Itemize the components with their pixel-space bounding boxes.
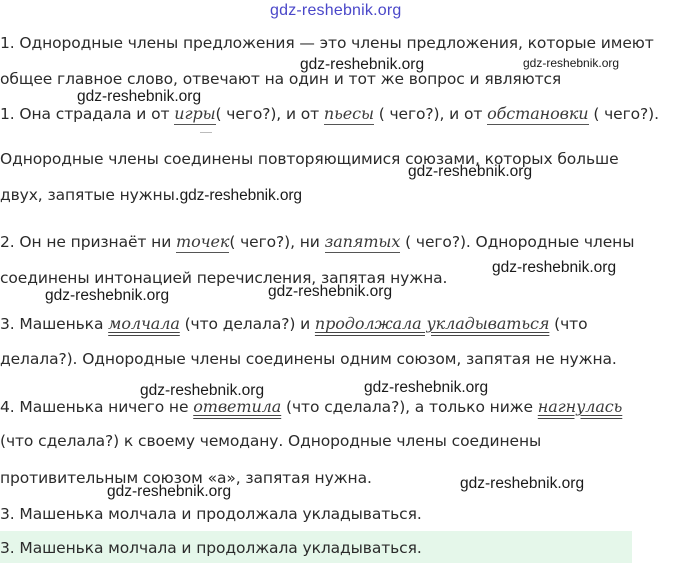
text-segment: двух, запятые нужны. [0, 186, 180, 204]
answer-line: 3. Машенька молчала и продолжала укладываться. [0, 539, 422, 557]
watermark-10: gdz-reshebnik.org [364, 379, 489, 396]
watermark-9: gdz-reshebnik.org [140, 382, 265, 399]
text-segment: ( чего?), и от [373, 105, 488, 123]
text-line-2: общее главное слово, отвечают на один и тот же вопрос и являются [0, 70, 562, 88]
watermark-1: gdz-reshebnik.org [300, 56, 425, 73]
text-segment: (что сделала?), а только ниже [281, 398, 538, 416]
watermark-4: gdz-reshebnik.org [408, 163, 533, 180]
watermark-8: gdz-reshebnik.org [45, 287, 170, 304]
handwritten-word: нагнулась [537, 397, 623, 416]
handwritten-word: точек [176, 232, 230, 251]
text-line-9: делала?). Однородные члены соединены одним союзом, запятая не нужна. [0, 350, 617, 368]
text-line-5 [0, 186, 302, 205]
text-segment: 1. Она страдала и от [0, 105, 175, 123]
header-watermark: gdz-reshebnik.org [270, 2, 402, 19]
watermark-2: gdz-reshebnik.org [523, 56, 620, 70]
text-segment: (что делала?) и [179, 315, 315, 333]
text-line-4: Однородные члены соединены повторяющимися союзами, которых больше [0, 150, 619, 168]
text-segment: ( чего?). Однородные члены [400, 233, 635, 251]
watermark-6: gdz-reshebnik.org [492, 259, 617, 276]
text-line-13: 3. Машенька молчала и продолжала укладываться. [0, 505, 422, 523]
text-line-6 [0, 232, 634, 251]
handwritten-word: запятых [324, 232, 401, 251]
watermark-5: gdz-reshebnik.org [179, 187, 302, 204]
text-line-8 [0, 314, 587, 333]
handwritten-word: продолжала укладываться [314, 314, 550, 333]
pencil-mark [200, 132, 212, 133]
handwritten-word: ответила [193, 397, 282, 416]
text-segment: 3. Машенька [0, 315, 109, 333]
handwritten-word: обстановки [487, 104, 589, 123]
text-line-12: противительным союзом «а», запятая нужна. [0, 469, 372, 487]
watermark-7: gdz-reshebnik.org [268, 283, 393, 300]
handwritten-word: пьесы [323, 104, 374, 123]
handwritten-word: молчала [108, 314, 180, 333]
text-line-7: соединены интонацией перечисления, запятая нужна. [0, 269, 448, 287]
text-segment: (что [549, 315, 588, 333]
text-segment: 2. Он не признаёт ни [0, 233, 177, 251]
text-line-1: 1. Однородные члены предложения — это члены предложения, которые имеют [0, 34, 654, 52]
text-segment: 4. Машенька ничего не [0, 398, 194, 416]
text-segment: ( чего?), ни [229, 233, 325, 251]
watermark-11: gdz-reshebnik.org [460, 475, 585, 492]
text-segment: ( чего?), и от [215, 105, 324, 123]
text-line-3 [0, 104, 659, 123]
text-segment: ( чего?). [588, 105, 659, 123]
text-line-10 [0, 397, 622, 416]
watermark-3: gdz-reshebnik.org [77, 88, 202, 105]
handwritten-word: игры [174, 104, 216, 123]
watermark-12: gdz-reshebnik.org [107, 483, 232, 500]
text-line-11: (что сделала?) к своему чемодану. Однородные члены соединены [0, 432, 542, 450]
